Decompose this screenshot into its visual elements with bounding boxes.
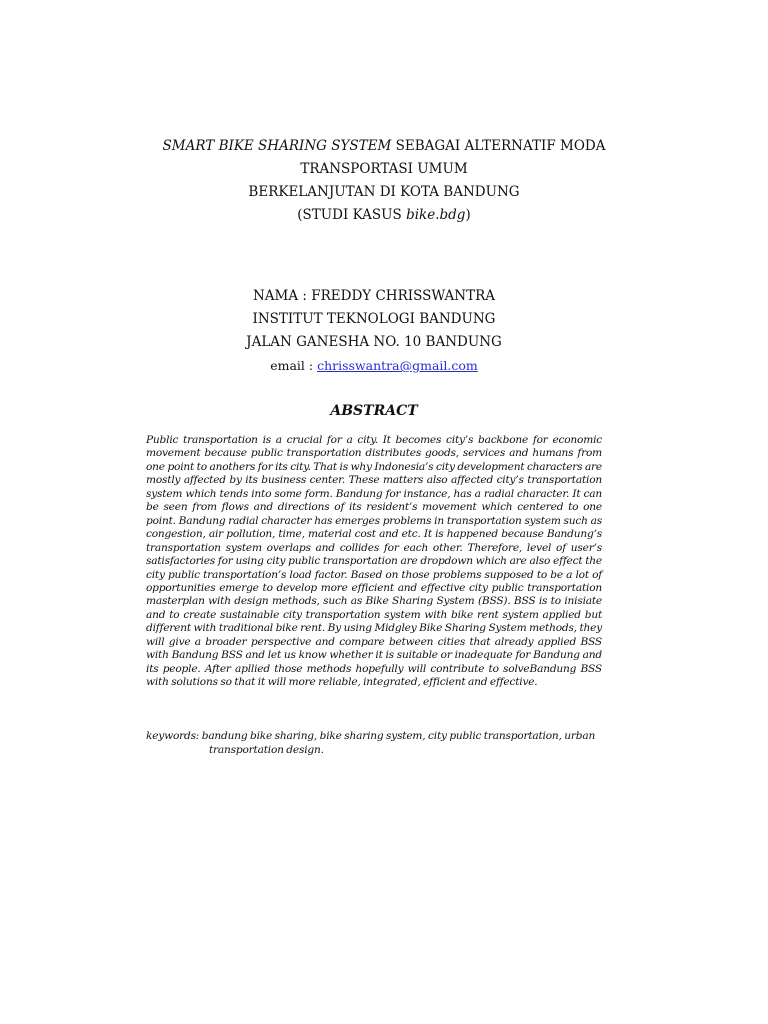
title-line-4-close: ) bbox=[465, 207, 471, 223]
author-info bbox=[0, 285, 748, 377]
keywords bbox=[146, 729, 606, 757]
paper-title bbox=[0, 135, 768, 227]
title-line-1-rest: SEBAGAI ALTERNATIF MODA bbox=[391, 138, 606, 154]
keywords-line-2: transportation design. bbox=[209, 744, 324, 756]
email-label: email : bbox=[270, 358, 318, 373]
title-line-1 bbox=[0, 135, 768, 158]
author-email-line bbox=[0, 354, 748, 377]
title-line-4 bbox=[0, 204, 768, 227]
title-line-4-open: (STUDI KASUS bbox=[297, 207, 407, 223]
keywords-line-1: keywords: bandung bike sharing, bike sharing system, city public transportation, urban bbox=[146, 730, 596, 742]
abstract-body: Public transportation is a crucial for a city. It becomes city’s backbone for economic movement because public transportation distributes goods, services and humans from one point to anothers for its city. That is why Indonesia’s city development characters are mostly affected by its business center. These matters also affected city’s transportation system which tends into some form. Bandung for instance, has a radial character. It can be seen from flows and directions of its resident’s movement which centered to one point. Bandung radial character has emerges problems in transportation system such as congestion, air pollution, time, material cost and etc. It is happened because Bandung’s transportation system overlaps and collides for each other. Therefore, level of user’s satisfactories for using city public transportation are dropdown which are also effect the city public transportation’s load factor. Based on those problems supposed to be a lot of opportunities emerge to develop more efficient and effective city public transportation masterplan with design methods, such as Bike Sharing System (BSS). BSS is to inisiate and to create sustainable city transportation system with bike rent system applied but different with traditional bike rent. By using Midgley Bike Sharing System methods, they will give a broader perspective and compare between cities that already applied BSS with Bandung BSS and let us know whether it is suitable or inadequate for Bandung and its people. After apllied those methods hopefully will contribute to solveBandung BSS with solutions so that it will more reliable, integrated, efficient and effective. bbox=[146, 434, 602, 689]
title-italic-phrase: SMART BIKE SHARING SYSTEM bbox=[162, 138, 392, 154]
author-name: NAMA : FREDDY CHRISSWANTRA bbox=[252, 288, 496, 304]
author-address: JALAN GANESHA NO. 10 BANDUNG bbox=[246, 334, 502, 350]
title-case-study-name: bike.bdg bbox=[406, 207, 466, 223]
title-line-3: BERKELANJUTAN DI KOTA BANDUNG bbox=[248, 184, 520, 200]
abstract-heading: ABSTRACT bbox=[330, 403, 418, 419]
email-link[interactable]: chrisswantra@gmail.com bbox=[317, 358, 478, 373]
title-line-2: TRANSPORTASI UMUM bbox=[300, 161, 468, 177]
author-institution: INSTITUT TEKNOLOGI BANDUNG bbox=[252, 311, 496, 327]
